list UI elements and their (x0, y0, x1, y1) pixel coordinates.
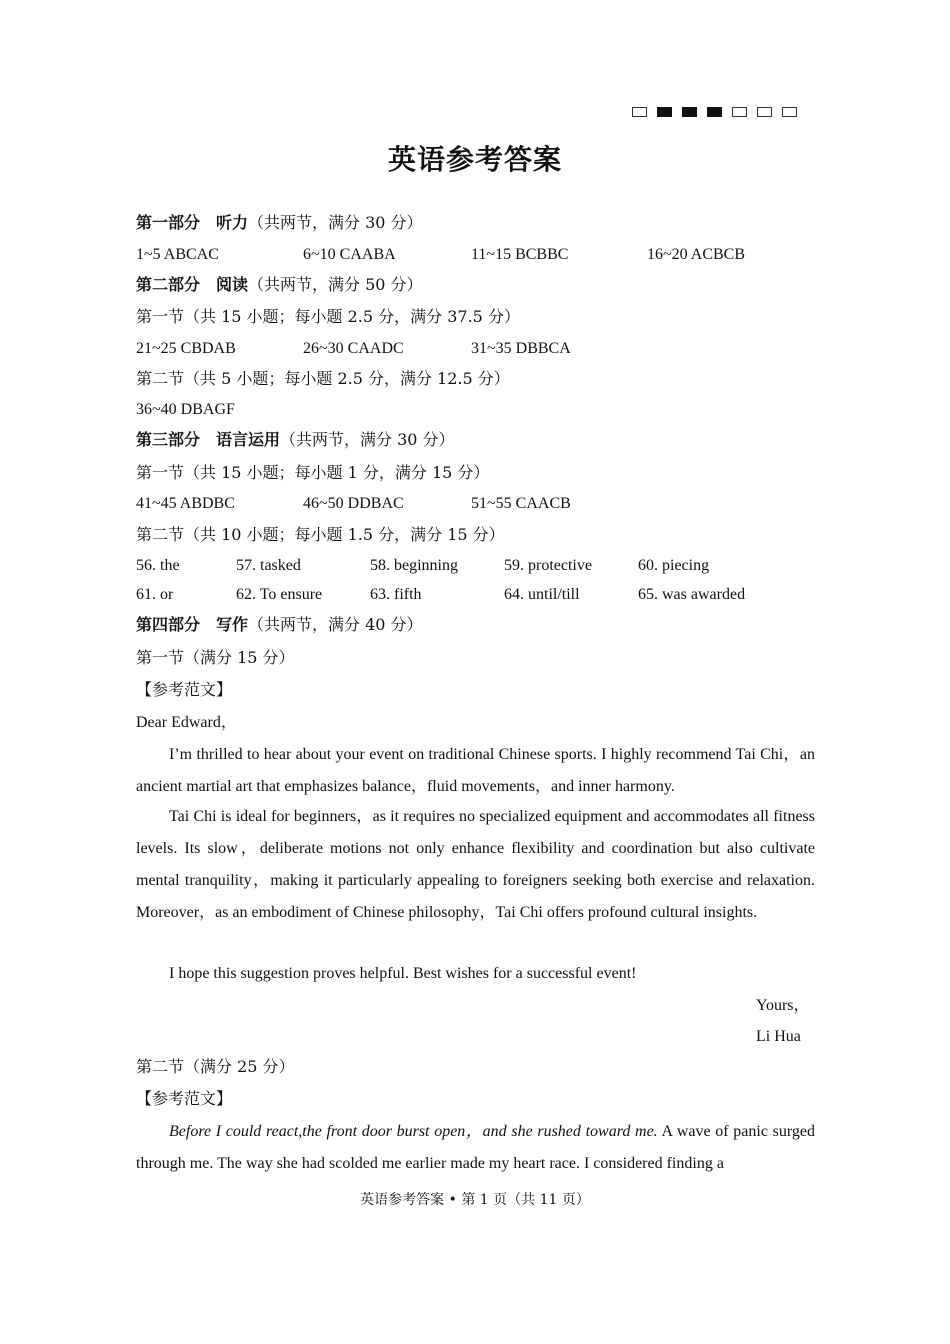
letter-greeting: Dear Edward， (136, 714, 237, 731)
part3-note: （共两节，满分 30 分） (280, 430, 455, 449)
part1-heading-line (136, 213, 423, 233)
answer-group: 6~10 CAABA (303, 246, 396, 263)
mark-filled (682, 107, 697, 117)
mark-empty (632, 107, 647, 117)
answer-item: 56. the (136, 557, 180, 574)
story-text: A wave of panic surged through me. The way she had scolded me earlier made my heart race. I considered finding a (136, 1123, 815, 1172)
answer-item: 57. tasked (236, 557, 301, 574)
story-paragraph (136, 1116, 815, 1180)
part4-note: （共两节，满分 40 分） (248, 615, 423, 634)
answer-group: 26~30 CAADC (303, 340, 404, 357)
answer-group: 51~55 CAACB (471, 495, 571, 512)
part3-heading: 第三部分 语言运用 (136, 430, 281, 449)
answer-group: 1~5 ABCAC (136, 246, 219, 263)
part4-heading: 第四部分 写作 (136, 615, 249, 634)
answer-item: 64. until/till (504, 586, 580, 603)
mark-filled (707, 107, 722, 117)
answer-group: 16~20 ACBCB (647, 246, 746, 263)
sample-label: 【参考范文】 (136, 680, 233, 699)
mark-empty (732, 107, 747, 117)
answer-item: 65. was awarded (638, 586, 746, 603)
answer-group: 41~45 ABDBC (136, 495, 235, 512)
page-title: 英语参考答案 (387, 143, 562, 176)
answer-item: 62. To ensure (236, 586, 323, 603)
letter-closing: Yours， (756, 997, 810, 1014)
part1-heading: 第一部分 听力 (136, 213, 249, 232)
answer-item: 58. beginning (370, 557, 458, 574)
letter-paragraph: I’m thrilled to hear about your event on traditional Chinese sports. I highly recommend Tai Chi，an ancient martial art that emphasizes balance，fluid movements，and inner harmony. (136, 746, 815, 795)
answer-item: 61. or (136, 586, 174, 603)
part3-sec2: 第二节（共 10 小题；每小题 1.5 分，满分 15 分） (136, 525, 505, 544)
part2-sec1: 第一节（共 15 小题；每小题 2.5 分，满分 37.5 分） (136, 307, 520, 326)
answer-item: 60. piecing (638, 557, 710, 574)
part4-heading-line (136, 615, 423, 635)
answer-group: 31~35 DBBCA (471, 340, 571, 357)
part4-sec1: 第一节（满分 15 分） (136, 648, 295, 667)
letter-signature: Li Hua (756, 1028, 801, 1045)
answer-item: 63. fifth (370, 586, 422, 603)
mark-empty (782, 107, 797, 117)
answer-item: 59. protective (504, 557, 592, 574)
page-footer: 英语参考答案 • 第 1 页（共 11 页） (360, 1192, 590, 1208)
part3-heading-line (136, 430, 455, 450)
part2-sec2: 第二节（共 5 小题；每小题 2.5 分，满分 12.5 分） (136, 369, 510, 388)
part4-sec2: 第二节（满分 25 分） (136, 1057, 295, 1076)
answer-group: 46~50 DDBAC (303, 495, 404, 512)
part2-heading-line (136, 275, 423, 295)
part2-note: （共两节，满分 50 分） (248, 275, 423, 294)
letter-paragraph: I hope this suggestion proves helpful. Best wishes for a successful event! (169, 965, 637, 982)
part2-heading: 第二部分 阅读 (136, 275, 249, 294)
letter-paragraph: Tai Chi is ideal for beginners，as it requires no specialized equipment and accommodates all fitness levels. Its slow，deliberate motions not only enhance flexibility and coordination but also cultivate mental tranquility，making it particularly appealing to foreigners seeking both exercise and relaxation. Moreover，as an embodiment of Chinese philosophy，Tai Chi offers profound cultural insights. (136, 808, 815, 921)
header-marks (632, 107, 797, 117)
part1-note: （共两节，满分 30 分） (248, 213, 423, 232)
mark-empty (757, 107, 772, 117)
mark-filled (657, 107, 672, 117)
sample-label: 【参考范文】 (136, 1089, 233, 1108)
answer-group: 36~40 DBAGF (136, 401, 235, 418)
answer-group: 21~25 CBDAB (136, 340, 236, 357)
answer-group: 11~15 BCBBC (471, 246, 569, 263)
part3-sec1: 第一节（共 15 小题；每小题 1 分，满分 15 分） (136, 463, 490, 482)
story-italic-opening: Before I could react,the front door burst open，and she rushed toward me. (169, 1123, 658, 1140)
